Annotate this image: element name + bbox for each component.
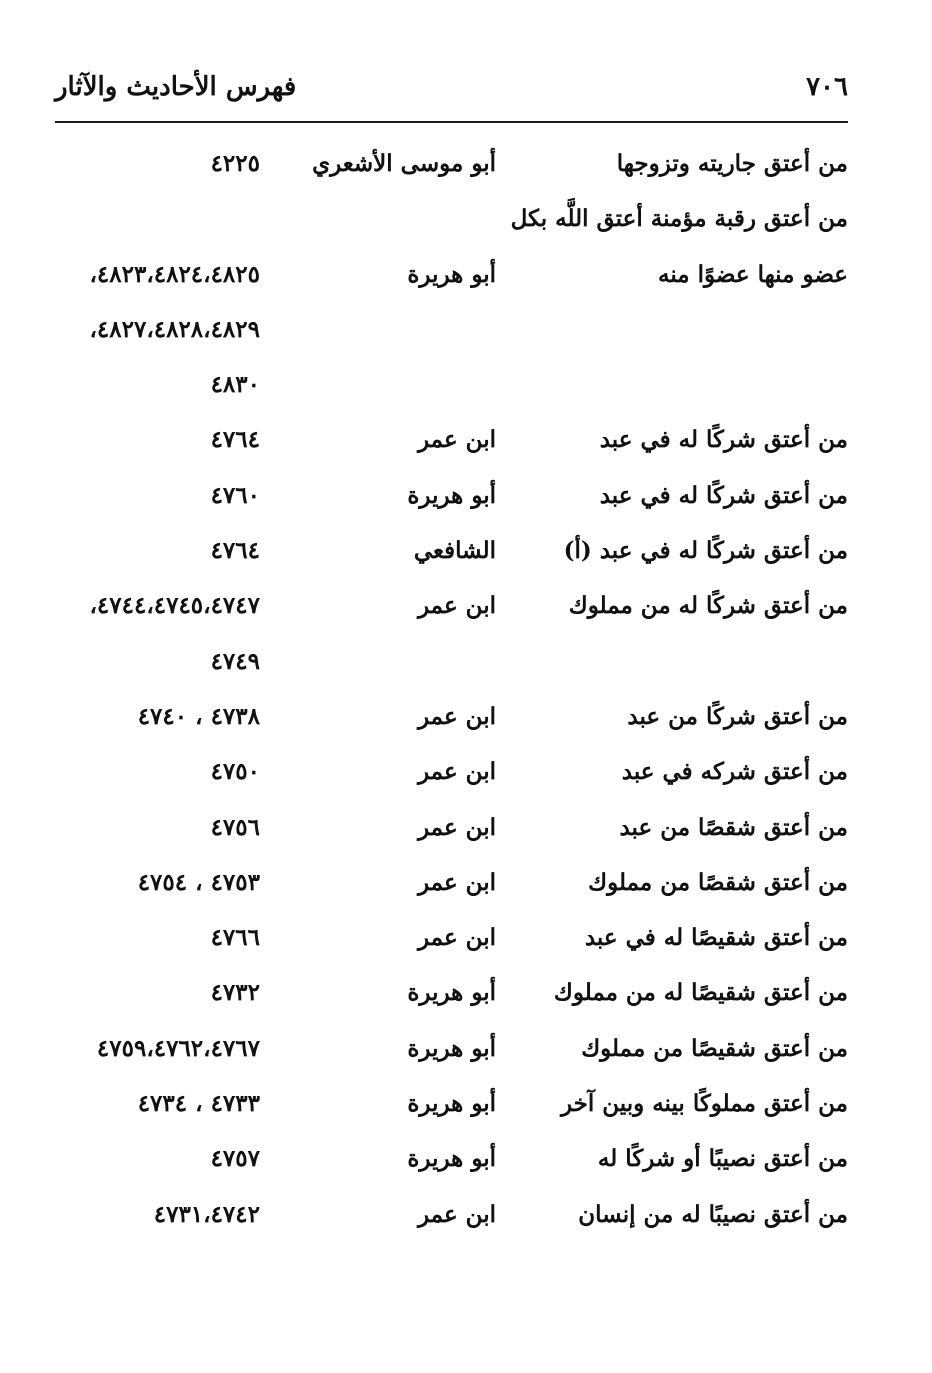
hadith-text: من أعتق شركًا من عبد (627, 702, 848, 730)
page-number: ٧٠٦ (806, 72, 848, 102)
narrator: ابن عمر (417, 924, 496, 952)
reference-numbers: ٤٧٣١،٤٧٤٢ (153, 1200, 260, 1228)
index-entry (55, 859, 848, 914)
hadith-text: من أعتق شركًا له في عبد (599, 481, 848, 509)
reference-numbers: ٤٧٥٧ (210, 1145, 260, 1173)
page-header (55, 68, 848, 112)
hadith-text: من أعتق شقيصًا له من مملوك (553, 979, 848, 1007)
index-entry (55, 527, 848, 582)
hadith-text: من أعتق نصيبًا أو شركًا له (597, 1145, 848, 1173)
narrator: أبو هريرة (407, 979, 496, 1007)
narrator: ابن عمر (417, 758, 496, 786)
index-entry (55, 306, 848, 361)
index-entry (55, 1191, 848, 1246)
index-entry (55, 416, 848, 471)
reference-numbers: ٤٧٤٩ (210, 647, 260, 675)
narrator: ابن عمر (417, 813, 496, 841)
reference-numbers: ٤٨٢٣،٤٨٢٤،٤٨٢٥، (89, 260, 260, 288)
index-entry (55, 361, 848, 416)
hadith-text: من أعتق شركًا له في عبد (599, 426, 848, 454)
narrator: ابن عمر (417, 426, 496, 454)
index-entry (55, 195, 848, 250)
narrator: الشافعي (413, 537, 496, 565)
narrator: أبو هريرة (407, 1145, 496, 1173)
reference-numbers: ٤٧٥٣ ، ٤٧٥٤ (137, 868, 260, 896)
index-entry (55, 1080, 848, 1135)
narrator: أبو هريرة (407, 1034, 496, 1062)
index-entry (55, 1025, 848, 1080)
hadith-text: من أعتق شقيصًا من مملوك (581, 1034, 848, 1062)
narrator: أبو هريرة (407, 1090, 496, 1118)
narrator: أبو هريرة (407, 260, 496, 288)
index-entry (55, 582, 848, 637)
narrator: أبو هريرة (407, 481, 496, 509)
reference-numbers: ٤٧٦٤ (210, 537, 260, 565)
reference-numbers: ٤٨٢٧،٤٨٢٨،٤٨٢٩، (89, 315, 260, 343)
reference-numbers: ٤٧٦٠ (210, 481, 260, 509)
index-entry (55, 804, 848, 859)
reference-numbers: ٤٢٢٥ (210, 150, 260, 177)
index-entry (55, 1135, 848, 1190)
hadith-text: من أعتق شقصًا من عبد (619, 813, 848, 841)
hadith-text: عضو منها عضوًا منه (658, 260, 848, 288)
narrator: ابن عمر (417, 1200, 496, 1228)
index-entry (55, 969, 848, 1024)
hadith-index-list (55, 140, 848, 1246)
hadith-text: من أعتق مملوكًا بينه وبين آخر (560, 1090, 848, 1118)
hadith-text: من أعتق نصيبًا له من إنسان (578, 1200, 848, 1228)
narrator: ابن عمر (417, 702, 496, 730)
index-entry (55, 472, 848, 527)
header-rule (55, 121, 848, 123)
reference-numbers: ٤٧٣٢ (210, 979, 260, 1007)
index-entry (55, 140, 848, 195)
narrator: أبو موسى الأشعري (312, 150, 496, 177)
narrator: ابن عمر (417, 592, 496, 620)
reference-numbers: ٤٧٣٨ ، ٤٧٤٠ (137, 702, 260, 730)
index-entry (55, 251, 848, 306)
hadith-text: من أعتق شقصًا من مملوك (588, 868, 848, 896)
reference-numbers: ٤٨٣٠ (210, 371, 260, 399)
reference-numbers: ٤٧٤٤،٤٧٤٥،٤٧٤٧، (89, 592, 260, 620)
hadith-text: من أعتق شركًا له من مملوك (568, 592, 848, 620)
reference-numbers: ٤٧٥٦ (210, 813, 260, 841)
narrator: ابن عمر (417, 868, 496, 896)
hadith-text: من أعتق جاريته وتزوجها (616, 150, 848, 177)
index-entry (55, 748, 848, 803)
reference-numbers: ٤٧٥٩،٤٧٦٢،٤٧٦٧ (96, 1034, 260, 1062)
hadith-text: من أعتق شركًا له في عبد (أ) (563, 537, 848, 565)
hadith-text: من أعتق شقيصًا له في عبد (584, 924, 848, 952)
index-entry (55, 638, 848, 693)
running-title: فهرس الأحاديث والآثار (55, 72, 297, 102)
hadith-text: من أعتق شركه في عبد (621, 758, 848, 786)
reference-numbers: ٤٧٦٤ (210, 426, 260, 454)
hadith-text: من أعتق رقبة مؤمنة أعتق اللَّه بكل (510, 205, 848, 233)
reference-numbers: ٤٧٣٣ ، ٤٧٣٤ (137, 1090, 260, 1118)
index-entry (55, 914, 848, 969)
reference-numbers: ٤٧٦٦ (210, 924, 260, 952)
index-entry (55, 693, 848, 748)
reference-numbers: ٤٧٥٠ (210, 758, 260, 786)
